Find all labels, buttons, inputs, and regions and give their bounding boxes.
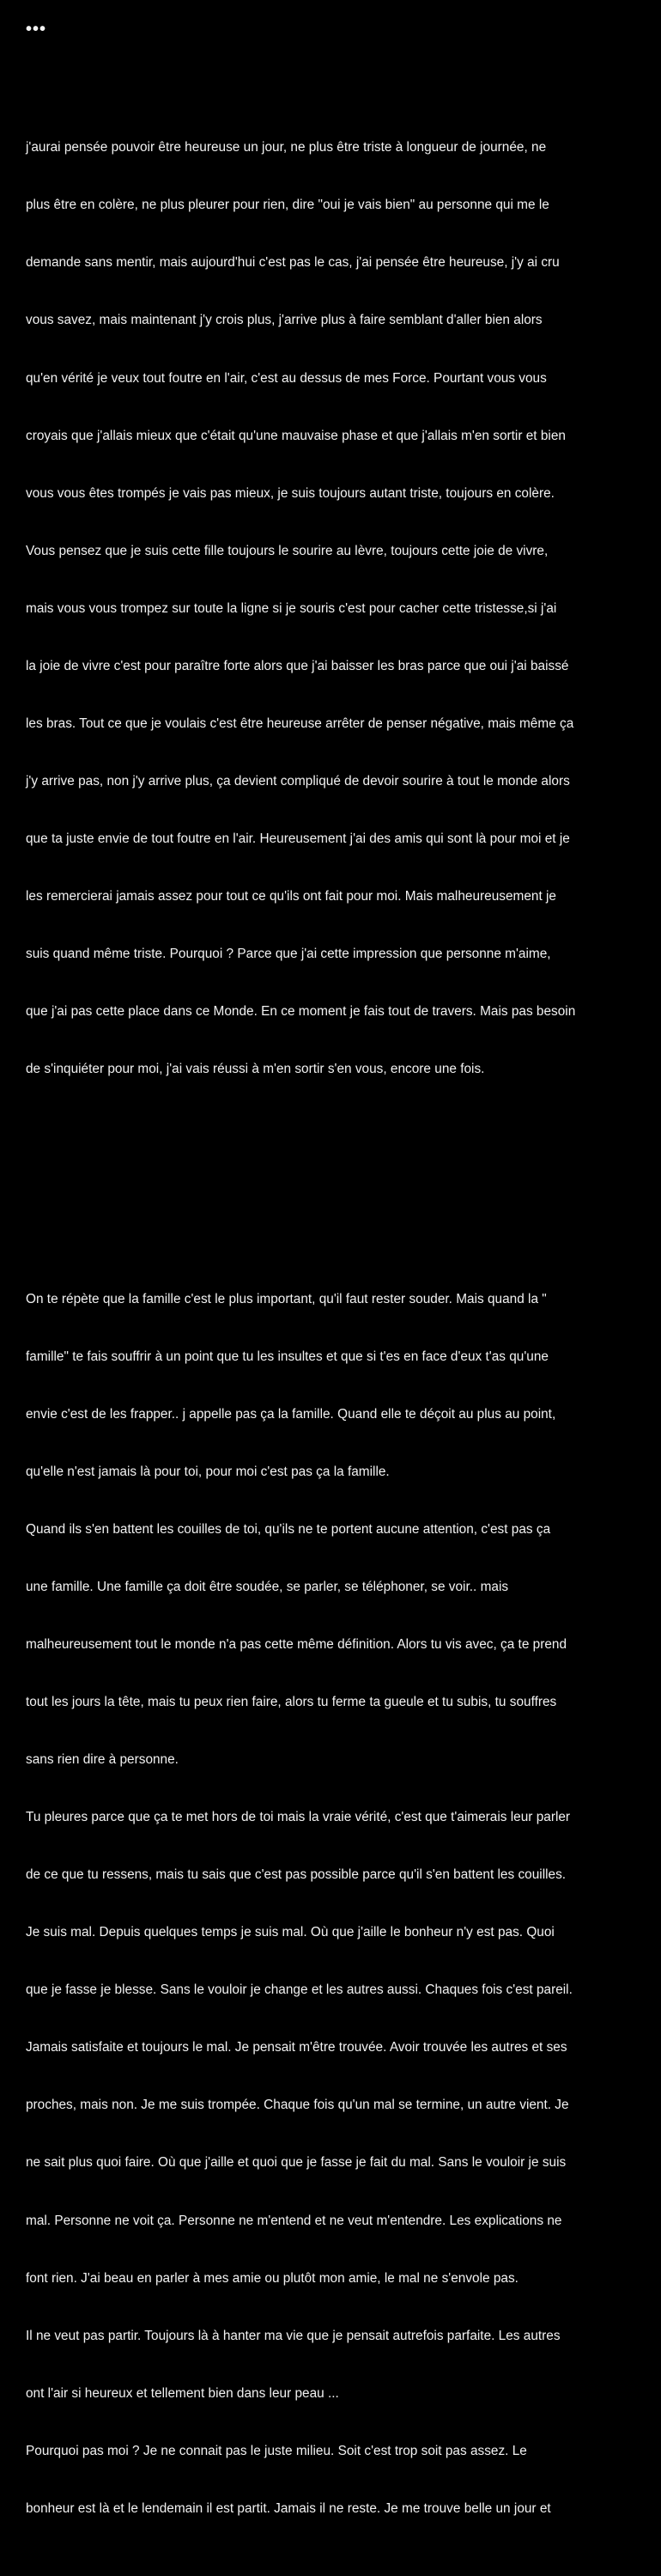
text-line: Vous pensez que je suis cette fille toujours le sourire au lèvre, toujours cette joie de vivre, xyxy=(26,543,549,558)
text-line: tout les jours la tête, mais tu peux rien faire, alors tu ferme ta gueule et tu subis, tu souffres xyxy=(26,1695,557,1710)
text-line: sans rien dire à personne. xyxy=(26,1752,179,1768)
text-line: mais vous vous trompez sur toute la ligne si je souris c'est pour cacher cette tristesse,si j'ai xyxy=(26,600,557,616)
text-line: j'aurai pensée pouvoir être heureuse un jour, ne plus être triste à longueur de journée, ne xyxy=(26,140,547,155)
note-body xyxy=(26,62,661,2576)
text-line: qu'en vérité je veux tout foutre en l'air, c'est au dessus de mes Force. Pourtant vous vous xyxy=(26,370,547,386)
text-line: vous savez, mais maintenant j'y crois plus, j'arrive plus à faire semblant d'aller bien alors xyxy=(26,313,543,328)
text-line: malheureusement tout le monde n'a pas cette même définition. Alors tu vis avec, ça te prend xyxy=(26,1637,567,1653)
text-line: de ce que tu ressens, mais tu sais que c'est pas possible parce qu'il s'en battent les couilles. xyxy=(26,1867,567,1883)
text-line: une famille. Une famille ça doit être soudée, se parler, se téléphoner, se voir.. mais xyxy=(26,1580,509,1595)
text-line: ne sait plus quoi faire. Où que j'aille et quoi que je fasse je fait du mal. Sans le vouloir je suis xyxy=(26,2155,567,2171)
text-line: croyais que j'allais mieux que c'était qu'une mauvaise phase et que j'allais m'en sortir et bien xyxy=(26,428,566,443)
text-line: Jamais satisfaite et toujours le mal. Je pensait m'être trouvée. Avoir trouvée les autres et ses xyxy=(26,2040,567,2055)
text-line: suis quand même triste. Pourquoi ? Parce que j'ai cette impression que personne m'aime, xyxy=(26,946,551,961)
paragraph-gap xyxy=(26,1175,661,1194)
text-line: Quand ils s'en battent les couilles de toi, qu'ils ne te portent aucune attention, c'est pas ça xyxy=(26,1522,551,1538)
text-line: demande sans mentir, mais aujourd'hui c'est pas le cas, j'ai pensée être heureuse, j'y ai cru xyxy=(26,255,560,271)
text-line: plus être en colère, ne plus pleurer pour rien, dire "oui je vais bien" au personne qui me le xyxy=(26,198,549,213)
text-line: Tu pleures parce que ça te met hors de toi mais la vraie vérité, c'est que t'aimerais leur parler xyxy=(26,1810,571,1825)
text-line: les bras. Tout ce que je voulais c'est être heureuse arrêter de penser négative, mais même ça xyxy=(26,716,574,731)
text-line: font rien. J'ai beau en parler à mes amie ou plutôt mon amie, le mal ne s'envole pas. xyxy=(26,2270,518,2286)
text-line: vous vous êtes trompés je vais pas mieux, je suis toujours autant triste, toujours en colère. xyxy=(26,485,555,501)
text-line: de s'inquiéter pour moi, j'ai vais réussi à m'en sortir s'en vous, encore une fois. xyxy=(26,1061,485,1076)
paragraph-2 xyxy=(26,1251,661,2556)
text-line: Je suis mal. Depuis quelques temps je suis mal. Où que j'aille le bonheur n'y est pas. Quoi xyxy=(26,1925,555,1940)
text-line: ont l'air si heureux et tellement bien dans leur peau ... xyxy=(26,2385,339,2401)
text-line: qu'elle n'est jamais là pour toi, pour moi c'est pas ça la famille. xyxy=(26,1465,390,1480)
text-line: famille" te fais souffrir à un point que tu les insultes et que si t'es en face d'eux t'as qu'une xyxy=(26,1349,549,1365)
paragraph-1 xyxy=(26,100,661,1117)
text-line: mal. Personne ne voit ça. Personne ne m'entend et ne veut m'entendre. Les explications ne xyxy=(26,2213,562,2228)
text-line: les remercierai jamais assez pour tout ce qu'ils ont fait pour moi. Mais malheureusement je xyxy=(26,888,556,904)
text-line: proches, mais non. Je me suis trompée. Chaque fois qu'un mal se termine, un autre vient. Je xyxy=(26,2098,569,2113)
text-line: bonheur est là et le lendemain il est partit. Jamais il ne reste. Je me trouve belle un jour et xyxy=(26,2500,551,2516)
more-options-icon[interactable]: ••• xyxy=(26,20,47,39)
text-line: la joie de vivre c'est pour paraître forte alors que j'ai baisser les bras parce que oui j'ai baissé xyxy=(26,658,569,673)
text-line: Il ne veut pas partir. Toujours là à hanter ma vie que je pensait autrefois parfaite. Les autres xyxy=(26,2328,561,2343)
text-line: envie c'est de les frapper.. j appelle pas ça la famille. Quand elle te déçoit au plus au point, xyxy=(26,1407,556,1422)
text-line: que j'ai pas cette place dans ce Monde. En ce moment je fais tout de travers. Mais pas besoin xyxy=(26,1003,576,1019)
text-line: que ta juste envie de tout foutre en l'air. Heureusement j'ai des amis qui sont là pour moi et je xyxy=(26,831,570,846)
text-line: que je fasse je blesse. Sans le vouloir je change et les autres aussi. Chaques fois c'est pareil. xyxy=(26,1982,573,1998)
text-line: j'y arrive pas, non j'y arrive plus, ça devient compliqué de devoir sourire à tout le monde alors xyxy=(26,773,570,789)
text-line: On te répète que la famille c'est le plus important, qu'il faut rester souder. Mais quand la " xyxy=(26,1292,547,1306)
text-line: Pourquoi pas moi ? Je ne connait pas le juste milieu. Soit c'est trop soit pas assez. Le xyxy=(26,2443,527,2458)
